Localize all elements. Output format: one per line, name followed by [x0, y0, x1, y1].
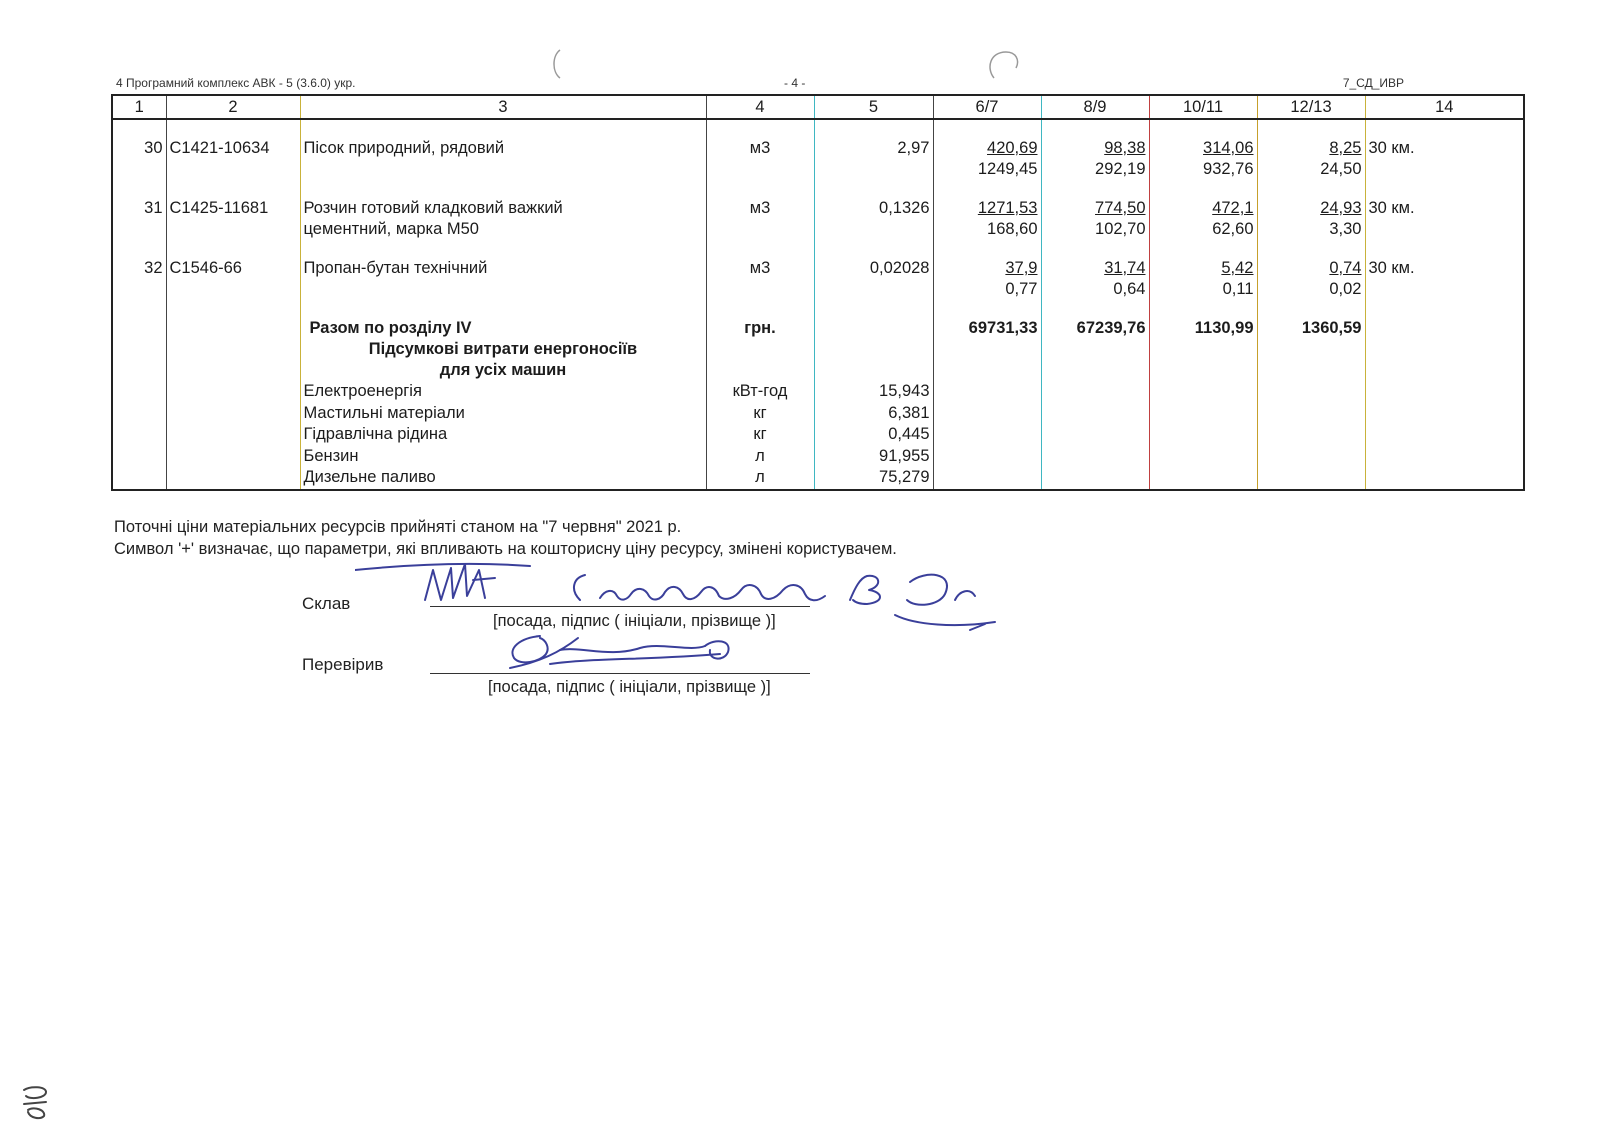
notes: [114, 516, 897, 560]
software-name: 4 Програмний комплекс АВК - 5 (3.6.0) укр.: [116, 76, 356, 90]
resources-table: [111, 94, 1525, 491]
energy-name: Гідравлічна рідина: [300, 424, 706, 446]
energy-row: [112, 446, 1524, 468]
row-number: 32: [112, 240, 166, 300]
prices-date-note: Поточні ціни матеріальних ресурсів прийняті станом на "7 червня" 2021 р.: [114, 518, 682, 536]
quantity: 0,02028: [814, 240, 933, 300]
energy-name: Дизельне паливо: [300, 467, 706, 490]
energy-unit: кг: [706, 424, 814, 446]
table-row: [112, 180, 1524, 240]
price-10-11: 472,1 62,60: [1149, 180, 1257, 240]
resource-name: Розчин готовий кладковий важкий цементний, марка М50: [300, 180, 706, 240]
checked-by-label: Перевірив: [302, 655, 384, 674]
price-12-13: 0,74 0,02: [1257, 240, 1365, 300]
energy-unit: кВт-год: [706, 381, 814, 403]
table-row: [112, 240, 1524, 300]
energy-row: [112, 424, 1524, 446]
energy-unit: кг: [706, 403, 814, 425]
energy-qty: 6,381: [814, 403, 933, 425]
page-number: - 4 -: [784, 76, 806, 90]
energy-unit: л: [706, 446, 814, 468]
unit: м3: [706, 119, 814, 180]
price-6-7: 420,69 1249,45: [933, 119, 1041, 180]
col-header-1: 1: [112, 95, 166, 119]
resource-code: С1425-11681: [166, 180, 300, 240]
page-header: [116, 76, 1404, 92]
price-6-7: 37,9 0,77: [933, 240, 1041, 300]
transport-note: 30 км.: [1365, 240, 1524, 300]
checked-signature-line: [430, 673, 810, 674]
col-header-14: 14: [1365, 95, 1524, 119]
energy-row: [112, 381, 1524, 403]
resource-code: С1421-10634: [166, 119, 300, 180]
price-10-11: 5,42 0,11: [1149, 240, 1257, 300]
resource-name: Пропан-бутан технічний: [300, 240, 706, 300]
table-row: [112, 119, 1524, 180]
energy-name: Мастильні матеріали: [300, 403, 706, 425]
energy-row: [112, 403, 1524, 425]
section-total-label: Разом по розділу IV Підсумкові витрати енергоносіїв для усіх машин: [300, 300, 706, 381]
price-8-9: 98,38 292,19: [1041, 119, 1149, 180]
total-unit: грн.: [706, 300, 814, 381]
plus-symbol-note: Символ '+' визначає, що параметри, які впливають на кошторисну ціну ресурсу, змінені користувачем.: [114, 540, 897, 558]
price-8-9: 774,50 102,70: [1041, 180, 1149, 240]
total-12-13: 1360,59: [1257, 300, 1365, 381]
energy-name: Електроенергія: [300, 381, 706, 403]
total-6-7: 69731,33: [933, 300, 1041, 381]
energy-title: Підсумкові витрати енергоносіїв: [368, 340, 638, 358]
document-code: 7_СД_ИВР: [1342, 76, 1404, 90]
handwritten-page-number: [16, 1080, 56, 1120]
total-10-11: 1130,99: [1149, 300, 1257, 381]
col-header-5: 5: [814, 95, 933, 119]
col-header-4: 4: [706, 95, 814, 119]
checked-signature-image: [500, 628, 770, 678]
composed-by-label: Склав: [302, 594, 351, 613]
composed-signature-image: [355, 560, 1035, 645]
price-12-13: 24,93 3,30: [1257, 180, 1365, 240]
col-header-10-11: 10/11: [1149, 95, 1257, 119]
col-header-12-13: 12/13: [1257, 95, 1365, 119]
energy-unit: л: [706, 467, 814, 490]
col-header-6-7: 6/7: [933, 95, 1041, 119]
resource-name: Пісок природний, рядовий: [300, 119, 706, 180]
row-number: 31: [112, 180, 166, 240]
composed-signature-line: [430, 606, 810, 607]
energy-qty: 91,955: [814, 446, 933, 468]
price-12-13: 8,25 24,50: [1257, 119, 1365, 180]
col-header-2: 2: [166, 95, 300, 119]
header-row: [112, 95, 1524, 119]
energy-qty: 15,943: [814, 381, 933, 403]
energy-qty: 0,445: [814, 424, 933, 446]
unit: м3: [706, 180, 814, 240]
composed-caption: [посада, підпис ( ініціали, прізвище )]: [493, 612, 776, 630]
row-number: 30: [112, 119, 166, 180]
col-header-3: 3: [300, 95, 706, 119]
price-10-11: 314,06 932,76: [1149, 119, 1257, 180]
transport-note: 30 км.: [1365, 119, 1524, 180]
checked-caption: [посада, підпис ( ініціали, прізвище )]: [488, 678, 771, 696]
unit: м3: [706, 240, 814, 300]
transport-note: 30 км.: [1365, 180, 1524, 240]
energy-name: Бензин: [300, 446, 706, 468]
total-8-9: 67239,76: [1041, 300, 1149, 381]
energy-qty: 75,279: [814, 467, 933, 490]
resource-code: С1546-66: [166, 240, 300, 300]
price-6-7: 1271,53 168,60: [933, 180, 1041, 240]
col-header-8-9: 8/9: [1041, 95, 1149, 119]
quantity: 2,97: [814, 119, 933, 180]
energy-row: [112, 467, 1524, 490]
quantity: 0,1326: [814, 180, 933, 240]
price-8-9: 31,74 0,64: [1041, 240, 1149, 300]
section-total-row: [112, 300, 1524, 381]
